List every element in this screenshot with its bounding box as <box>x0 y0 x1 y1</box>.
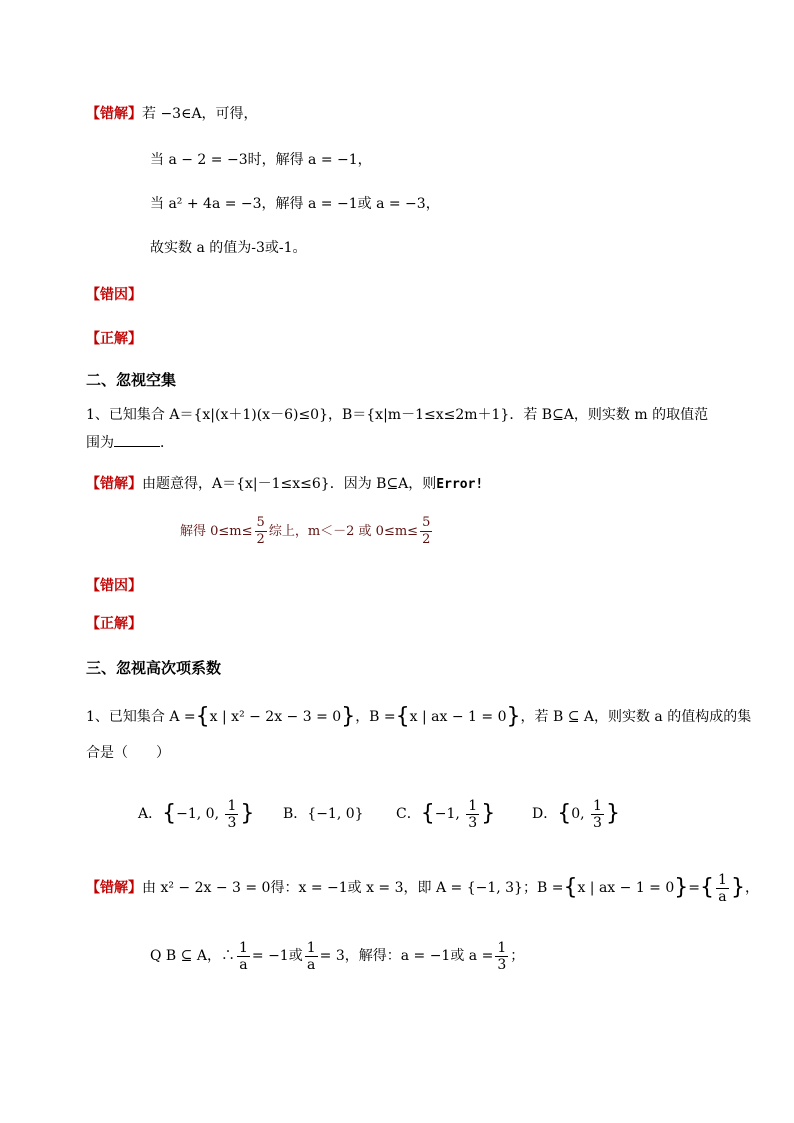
fraction-1-a <box>305 940 318 973</box>
frac-den: 3 <box>497 956 507 973</box>
brace-right: } <box>674 875 689 900</box>
section-heading-high-coefficient: 三、忽视高次项系数 <box>86 659 222 677</box>
step-2: 当 a² + 4a = −3，解得 a = −1或 a = −3， <box>150 196 440 212</box>
brace-left: { <box>420 801 435 826</box>
option-value: {−1, 0} <box>307 806 364 822</box>
frac-den: a <box>307 956 316 973</box>
brace-right: } <box>605 801 620 826</box>
wrong-solution-tag: 【错解】 <box>86 880 142 896</box>
brace-left: { <box>395 704 410 729</box>
option-c[interactable] <box>396 796 495 832</box>
frac-den: 2 <box>256 532 265 547</box>
question-2-end: ． <box>160 435 174 451</box>
wrong-solution-3-line-1 <box>86 870 759 906</box>
error-cause-tag: 【错因】 <box>86 578 142 594</box>
wrong-text: 由题意得，A＝{x|－1≤x≤6}．因为 B⊆A，则 <box>142 476 437 492</box>
question-2-text: 围为 <box>86 435 114 451</box>
brace-left: { <box>162 801 177 826</box>
q3-text-a: 1、已知集合 A = <box>86 709 196 725</box>
frac-den: 3 <box>227 814 237 831</box>
w1-eq: = <box>688 880 701 896</box>
fraction-1-3 <box>495 940 508 973</box>
wrong-solution-3-line-2 <box>150 938 524 974</box>
w2-text-a: Q B ⊆ A，∴ <box>150 948 235 964</box>
option-d[interactable] <box>532 796 620 832</box>
solution-part-a: 解得 0≤m≤ <box>180 524 253 539</box>
option-label: C． <box>396 806 421 822</box>
wrong-solution-tag: 【错解】 <box>86 106 142 122</box>
frac-den: 3 <box>593 814 602 831</box>
q3-text-c: ，若 B ⊆ A，则实数 a 的值构成的集 <box>520 709 752 725</box>
brace-right: } <box>730 875 745 900</box>
fraction-1-a <box>716 872 729 905</box>
option-a[interactable] <box>138 796 254 832</box>
correct-solution-tag: 【正解】 <box>86 331 142 347</box>
frac-num: 1 <box>238 939 248 956</box>
frac-num: 1 <box>593 797 602 814</box>
error-text: Error! <box>436 477 484 492</box>
brace-right: } <box>481 801 496 826</box>
solution-range <box>180 514 434 550</box>
option-label: D． <box>532 806 558 822</box>
option-value: 0, <box>571 806 590 822</box>
section-heading-empty-set: 二、忽视空集 <box>86 371 177 389</box>
w2-text-b: = −1或 <box>251 948 303 964</box>
set-a: x | x² − 2x − 3 = 0 <box>209 709 342 725</box>
w1-end: ， <box>744 880 759 896</box>
wrong-solution-line-1 <box>86 104 258 124</box>
brace-left: { <box>563 875 578 900</box>
solution-part-b: 综上，m＜－2 或 0≤m≤ <box>268 524 419 539</box>
fraction-5-2 <box>420 515 432 548</box>
frac-num: 1 <box>227 797 237 814</box>
option-b[interactable] <box>283 796 364 832</box>
q3-text-b: ，B = <box>355 709 396 725</box>
option-value: −1, <box>434 806 465 822</box>
wrong-intro: 若 −3∈A，可得， <box>142 106 258 122</box>
brace-right: } <box>506 704 521 729</box>
question-3-line-2: 合是（ ） <box>86 745 170 761</box>
brace-left: { <box>195 704 210 729</box>
brace-right: } <box>341 704 356 729</box>
frac-den: a <box>718 888 727 905</box>
frac-num: 1 <box>497 939 507 956</box>
answer-blank <box>114 432 160 447</box>
question-2-line-1: 1、已知集合 A＝{x|(x＋1)(x－6)≤0}，B＝{x|m－1≤x≤2m＋1}．若 B⊆A，则实数 m 的取值范 <box>86 407 709 423</box>
fraction <box>466 798 479 831</box>
fraction-5-2 <box>255 515 267 548</box>
step-1: 当 a − 2 = −3时，解得 a = −1， <box>150 152 372 168</box>
brace-left: { <box>700 875 715 900</box>
fraction-1-a <box>237 940 250 973</box>
frac-num: 5 <box>256 515 265 530</box>
w1-text: 由 x² − 2x − 3 = 0得：x = −1或 x = 3，即 A = {−1, 3}；B = <box>142 880 564 896</box>
frac-den: 2 <box>422 532 431 547</box>
frac-den: a <box>239 956 248 973</box>
w1-set: x | ax − 1 = 0 <box>577 880 675 896</box>
frac-num: 1 <box>306 939 316 956</box>
frac-den: 3 <box>468 814 478 831</box>
set-b: x | ax − 1 = 0 <box>409 709 507 725</box>
brace-left: { <box>557 801 572 826</box>
option-value: −1, 0, <box>176 806 224 822</box>
correct-solution-tag: 【正解】 <box>86 616 142 632</box>
fraction <box>225 798 238 831</box>
step-3: 故实数 a 的值为-3或-1。 <box>150 240 307 256</box>
wrong-solution-2 <box>86 474 483 495</box>
frac-num: 1 <box>468 797 478 814</box>
brace-right: } <box>240 801 255 826</box>
question-3-line-1 <box>86 704 751 730</box>
option-label: A． <box>138 806 163 822</box>
frac-num: 5 <box>422 515 431 530</box>
option-label: B． <box>283 806 308 822</box>
question-2-line-2 <box>86 432 174 453</box>
error-cause-tag: 【错因】 <box>86 287 142 303</box>
frac-num: 1 <box>718 871 727 888</box>
fraction <box>591 798 604 831</box>
w2-text-c: = 3，解得：a = −1或 a = <box>319 948 494 964</box>
wrong-solution-tag: 【错解】 <box>86 476 142 492</box>
w2-end: ； <box>510 948 525 964</box>
